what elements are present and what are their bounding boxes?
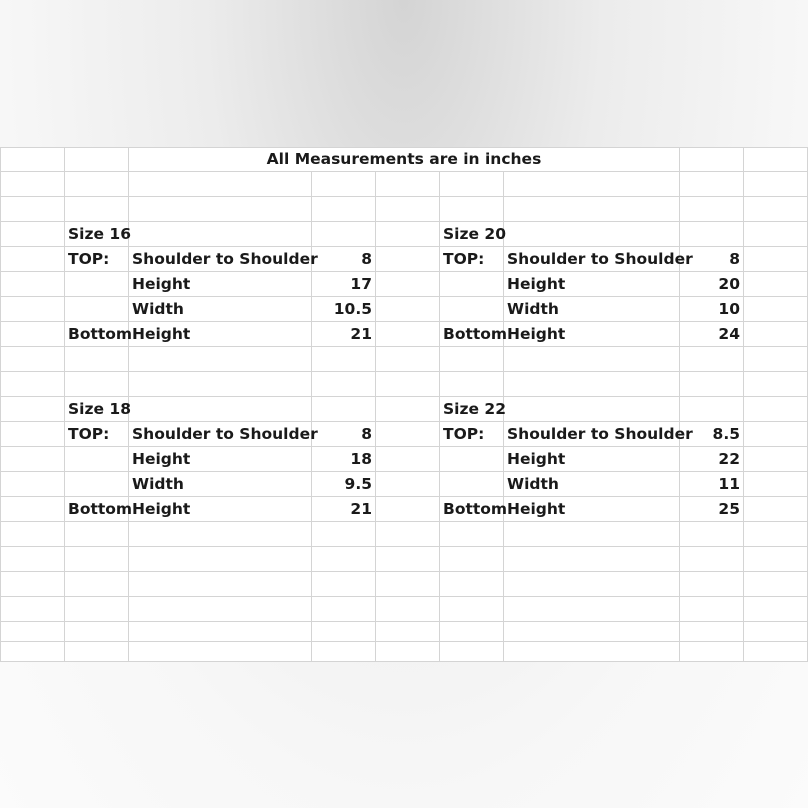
measure-label: Width (132, 475, 184, 493)
size-label: Size 22 (443, 400, 506, 418)
measure-value: 25 (718, 500, 740, 518)
grid-line (679, 147, 680, 662)
grid-line (0, 596, 808, 597)
grid-line (0, 661, 808, 662)
measure-label: Shoulder to Shoulder (132, 425, 318, 443)
size-label: Size 18 (68, 400, 131, 418)
measure-value: 9.5 (344, 475, 372, 493)
measure-value: 8 (361, 425, 372, 443)
size-label: Size 20 (443, 225, 506, 243)
grid-line (311, 147, 312, 662)
measure-label: Height (132, 500, 191, 518)
bottom-label: Bottom (68, 500, 133, 518)
measure-label: Height (507, 450, 566, 468)
measure-label: Height (507, 275, 566, 293)
grid-line (743, 147, 744, 662)
measure-label: Height (507, 500, 566, 518)
grid-line (0, 621, 808, 622)
measure-value: 8.5 (712, 425, 740, 443)
top-label: TOP: (443, 250, 485, 268)
measure-value: 20 (718, 275, 740, 293)
grid-line (0, 196, 808, 197)
measure-label: Shoulder to Shoulder (507, 250, 693, 268)
size-label: Size 16 (68, 225, 131, 243)
grid-line (0, 371, 808, 372)
grid-line (375, 147, 376, 662)
measure-value: 11 (718, 475, 740, 493)
measure-value: 22 (718, 450, 740, 468)
grid-line (0, 546, 808, 547)
measure-value: 18 (350, 450, 372, 468)
grid-line (439, 147, 440, 662)
measure-label: Shoulder to Shoulder (132, 250, 318, 268)
measure-label: Height (507, 325, 566, 343)
measure-label: Width (507, 475, 559, 493)
bottom-label: Bottom (443, 325, 508, 343)
measure-label: Width (132, 300, 184, 318)
measure-label: Height (132, 325, 191, 343)
measure-value: 8 (729, 250, 740, 268)
top-label: TOP: (68, 425, 110, 443)
measure-value: 17 (350, 275, 372, 293)
measure-label: Height (132, 275, 191, 293)
grid-line (0, 571, 808, 572)
measure-label: Height (132, 450, 191, 468)
measure-value: 10.5 (333, 300, 372, 318)
sheet-title: All Measurements are in inches (266, 150, 542, 168)
grid-line (64, 147, 65, 662)
measure-value: 10 (718, 300, 740, 318)
bottom-label: Bottom (443, 500, 508, 518)
top-label: TOP: (443, 425, 485, 443)
measure-label: Shoulder to Shoulder (507, 425, 693, 443)
spreadsheet-grid (0, 147, 808, 662)
measure-label: Width (507, 300, 559, 318)
measure-value: 8 (361, 250, 372, 268)
bottom-label: Bottom (68, 325, 133, 343)
grid-line (0, 147, 1, 662)
grid-line (0, 641, 808, 642)
measure-value: 21 (350, 325, 372, 343)
measure-value: 21 (350, 500, 372, 518)
measure-value: 24 (718, 325, 740, 343)
top-label: TOP: (68, 250, 110, 268)
